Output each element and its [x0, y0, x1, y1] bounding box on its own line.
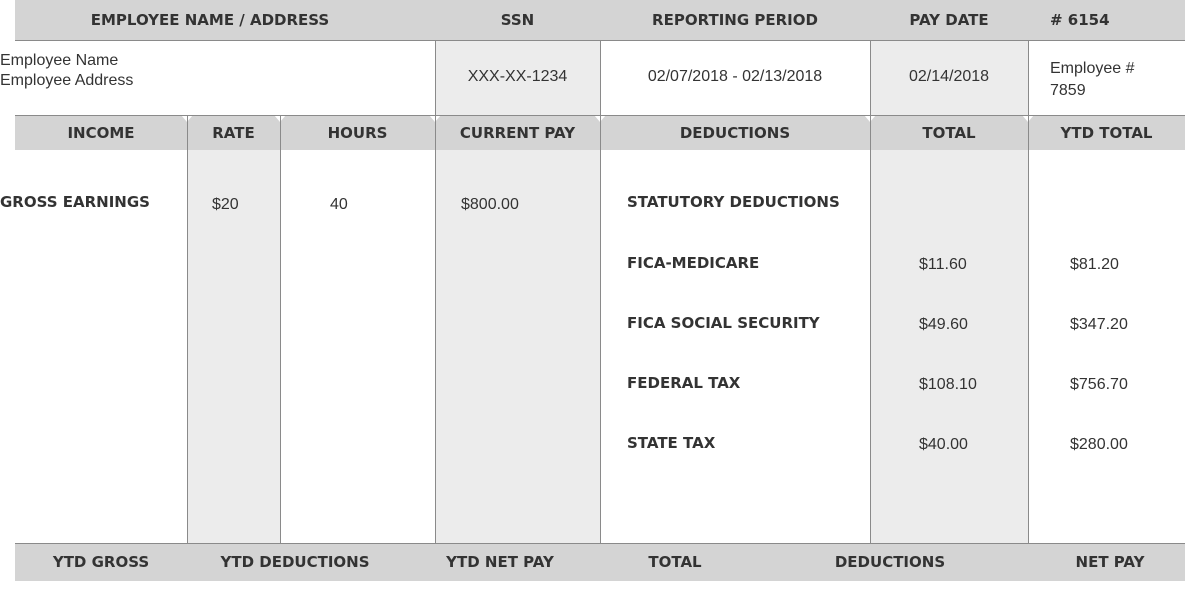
footer-ytd-deductions: YTD DEDUCTIONS	[220, 553, 370, 571]
row-rule	[15, 40, 1185, 41]
deduction-ytd: $347.20	[1070, 316, 1128, 333]
deduction-label: FICA-MEDICARE	[627, 254, 760, 272]
header-reporting-period: REPORTING PERIOD	[652, 11, 818, 29]
col-total: TOTAL	[922, 123, 976, 142]
footer-total: TOTAL	[648, 553, 702, 571]
header-ssn: SSN	[500, 11, 535, 29]
col-rate: RATE	[212, 123, 255, 142]
employee-number-label: Employee #	[1050, 60, 1135, 77]
gross-earnings-label: GROSS EARNINGS	[0, 193, 150, 211]
ssn-value: XXX-XX-1234	[467, 68, 568, 85]
current-pay-value: $800.00	[461, 196, 519, 213]
deduction-ytd: $81.20	[1070, 256, 1119, 273]
deduction-total: $108.10	[919, 376, 977, 393]
pay-date-value: 02/14/2018	[908, 68, 990, 85]
employee-name: Employee Name	[0, 52, 119, 69]
col-rule	[187, 115, 188, 543]
footer-band	[15, 543, 1185, 581]
footer-deductions: DEDUCTIONS	[834, 553, 946, 571]
deduction-ytd: $756.70	[1070, 376, 1128, 393]
reporting-period-value: 02/07/2018 - 02/13/2018	[647, 68, 823, 85]
header-pay-date: PAY DATE	[909, 11, 989, 29]
col-current-pay: CURRENT PAY	[459, 123, 576, 142]
col-ytd-total: YTD TOTAL	[1060, 123, 1153, 142]
deduction-total: $40.00	[919, 436, 968, 453]
row-rule	[15, 115, 1185, 116]
col-rule	[280, 115, 281, 543]
footer-ytd-net-pay: YTD NET PAY	[446, 553, 554, 571]
total-column-bg	[870, 150, 1028, 543]
deduction-ytd: $280.00	[1070, 436, 1128, 453]
header-name-address: EMPLOYEE NAME / ADDRESS	[90, 11, 330, 29]
hours-value: 40	[330, 196, 348, 213]
employee-number: 7859	[1050, 82, 1086, 99]
deduction-total: $49.60	[919, 316, 968, 333]
col-income: INCOME	[67, 123, 135, 142]
col-deductions: DEDUCTIONS	[679, 123, 791, 142]
check-number: # 6154	[1050, 11, 1110, 29]
col-hours: HOURS	[327, 123, 388, 142]
deduction-label: FEDERAL TAX	[627, 374, 741, 392]
employee-address: Employee Address	[0, 72, 134, 89]
footer-ytd-gross: YTD GROSS	[52, 553, 150, 571]
deduction-label: FICA SOCIAL SECURITY	[627, 314, 820, 332]
statutory-deductions-heading: STATUTORY DEDUCTIONS	[627, 193, 840, 211]
deduction-total: $11.60	[919, 256, 967, 273]
rate-value: $20	[212, 196, 239, 213]
deduction-label: STATE TAX	[627, 434, 716, 452]
footer-net-pay: NET PAY	[1075, 553, 1145, 571]
